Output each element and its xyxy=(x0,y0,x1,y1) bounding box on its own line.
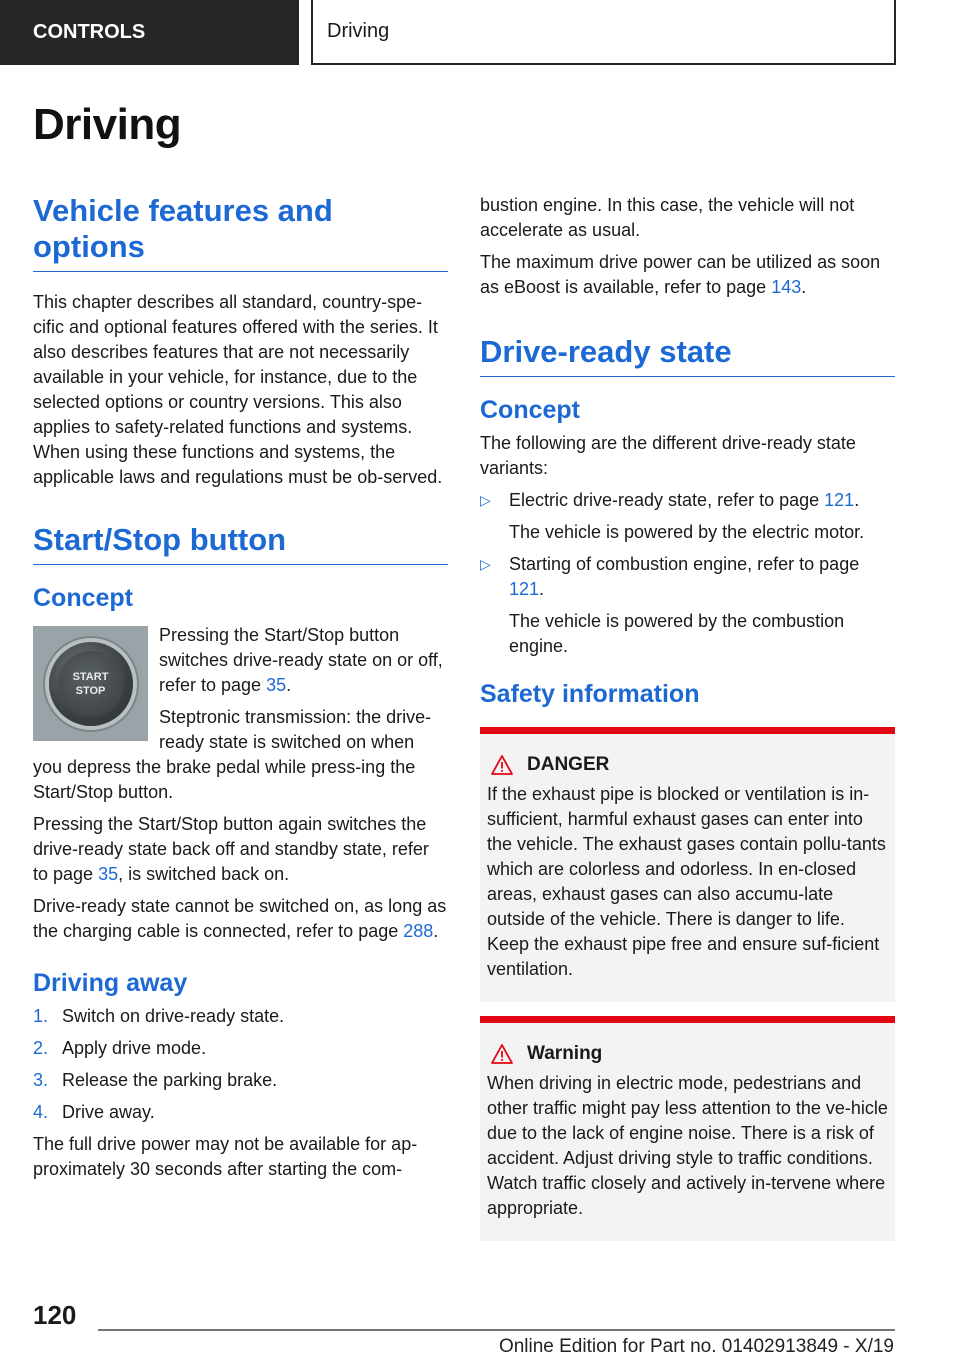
drive-ready-intro: The following are the different drive-ready state variants: xyxy=(480,433,856,478)
heading-safety: Safety information xyxy=(480,680,700,708)
start-stop-p3: Pressing the Start/Stop button again switches the drive-ready state back off and standby state, refer to page 35, is switched back on. xyxy=(33,814,429,884)
triangle-bullet-icon: ▷ xyxy=(480,492,491,508)
page-link-121[interactable]: 121 xyxy=(824,490,855,510)
page-title: Driving xyxy=(33,100,182,149)
start-stop-button-image xyxy=(33,626,148,741)
danger-text: If the exhaust pipe is blocked or ventilation is in-sufficient, harmful exhaust gases can enter into the vehicle. The exhaust gases contain pollu-tants which are colorless and odorless. In en-closed areas, exhaust gases can also accumu-late outside of the vehicle. There is danger to life. Keep the exhaust pipe free and ensure suf-ficient ventilation. xyxy=(487,784,886,979)
header-section: CONTROLS xyxy=(0,0,299,65)
warning-triangle-icon xyxy=(491,755,513,775)
list-item: 3. Release the parking brake. xyxy=(33,1070,278,1090)
page-link-35[interactable]: 35 xyxy=(266,675,287,695)
start-stop-p4: Drive-ready state cannot be switched on, as long as the charging cable is connected, refer to page 288. xyxy=(33,896,447,941)
driving-away-steps xyxy=(33,1004,448,1125)
warning-notice xyxy=(480,1016,895,1241)
list-item: 4. Drive away. xyxy=(33,1102,155,1122)
page-link-35b[interactable]: 35 xyxy=(98,864,119,884)
vehicle-features-body: This chapter describes all standard, country-spe-cific and optional features offered with the series. It also describes features that are not necessarily available in your vehicle, for instance, due to the selected options or country versions. This also applies to safety-related functions and systems. When using these functions and systems, the applicable laws and regulations must be ob-served. xyxy=(33,292,443,487)
start-stop-p1: Pressing the Start/Stop button switches drive-ready state on or off, refer to page 35. xyxy=(159,625,443,695)
heading-start-stop-concept: Concept xyxy=(33,584,133,612)
start-stop-p2: Steptronic transmission: the drive-ready state is switched on when you depress the brake pedal while press-ing the Start/Stop button. xyxy=(33,707,432,802)
list-item: 2. Apply drive mode. xyxy=(33,1038,207,1058)
drive-ready-variants xyxy=(480,488,895,659)
list-item: ▷ Electric drive-ready state, refer to page 121. The vehicle is powered by the electric motor. xyxy=(480,490,865,542)
start-label: START xyxy=(72,670,109,683)
heading-start-stop: Start/Stop button xyxy=(33,522,448,565)
start-stop-button-ring xyxy=(49,642,133,726)
eboost-paragraph: The maximum drive power can be utilized as soon as eBoost is available, refer to page 143. xyxy=(480,252,881,297)
page-link-143[interactable]: 143 xyxy=(771,277,802,297)
danger-notice xyxy=(480,727,895,1002)
driving-away-after: The full drive power may not be available for ap-proximately 30 seconds after starting the com- xyxy=(33,1134,418,1179)
right-column xyxy=(480,193,895,1241)
heading-driving-away: Driving away xyxy=(33,969,188,997)
page-number: 120 xyxy=(33,1300,77,1330)
page-link-288[interactable]: 288 xyxy=(403,921,434,941)
danger-label: DANGER xyxy=(527,754,610,775)
warning-triangle-icon xyxy=(491,1044,513,1064)
start-stop-button-face xyxy=(58,651,124,717)
heading-drive-ready-concept: Concept xyxy=(480,396,580,424)
warning-label: Warning xyxy=(527,1043,603,1064)
heading-vehicle-features: Vehicle features and options xyxy=(33,193,448,272)
left-column xyxy=(33,193,448,1189)
footer-divider xyxy=(98,1329,895,1331)
heading-drive-ready: Drive-ready state xyxy=(480,334,895,377)
header-chapter: Driving xyxy=(311,0,896,65)
stop-label: STOP xyxy=(75,684,106,697)
warning-text: When driving in electric mode, pedestrians and other traffic might pay less attention to the ve-hicle due to the lack of engine noise. There is a risk of accident. Adjust driving style to traffic conditions. Watch traffic closely and actively in-tervene where appropriate. xyxy=(487,1073,888,1218)
continuation-paragraph: bustion engine. In this case, the vehicle will not accelerate as usual. xyxy=(480,195,855,240)
footer-edition: Online Edition for Part no. 01402913849 - X/19 xyxy=(498,1336,894,1357)
page-link-121b[interactable]: 121 xyxy=(509,579,540,599)
triangle-bullet-icon: ▷ xyxy=(480,556,491,572)
list-item: 1. Switch on drive-ready state. xyxy=(33,1006,285,1026)
list-item: ▷ Starting of combustion engine, refer to page 121. The vehicle is powered by the combustion engine. xyxy=(480,554,860,656)
